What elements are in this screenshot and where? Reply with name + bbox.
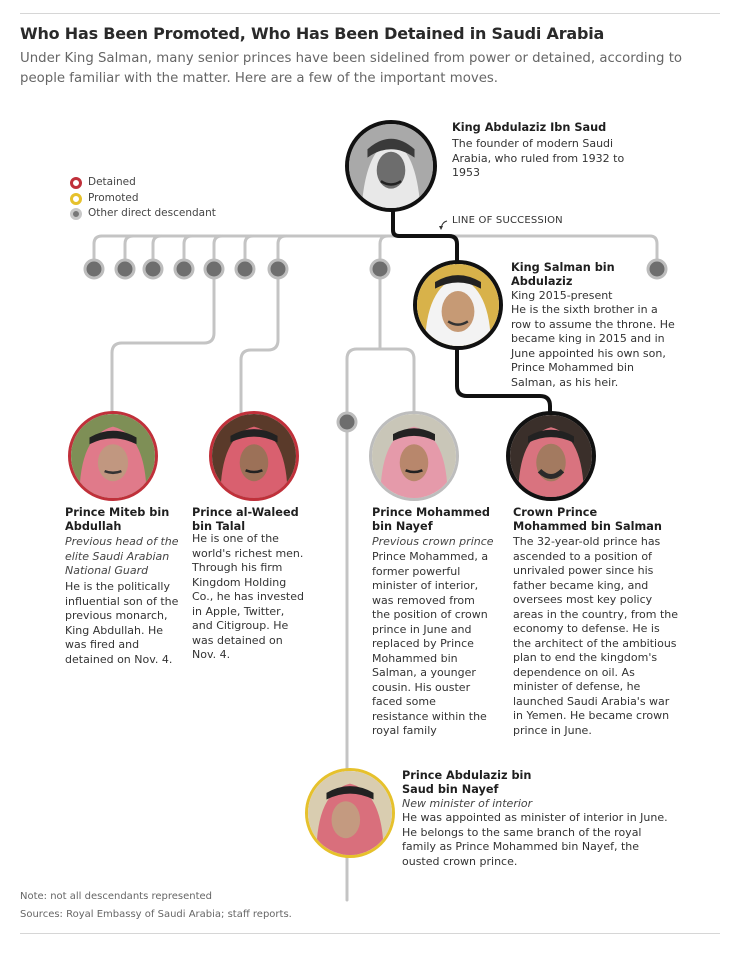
abdulaziz-saud-role: New minister of interior [402,797,533,810]
bottom-divider [20,933,720,934]
detained-ring-icon [70,177,82,189]
descendant-dot [269,260,287,278]
salman-desc: He is the sixth brother in a row to assume the throne. He became king in 2015 and in June appointed his own son, Prince Mohammed bin Salman, as his heir. [511,303,675,389]
abdulaziz-name: King Abdulaziz Ibn Saud [452,121,607,134]
portrait-icon-nayef [369,411,459,501]
abdulaziz-desc: The founder of modern Saudi Arabia, who ruled from 1932 to 1953 [452,137,625,179]
mbs-name: Crown Prince Mohammed bin Salman [513,506,662,533]
page-title: Who Has Been Promoted, Who Has Been Detained in Saudi Arabia [20,24,605,43]
legend-descendant: Other direct descendant [88,206,216,222]
miteb-role: Previous head of the elite Saudi Arabian National Guard [65,535,179,577]
abdulaziz-saud-name: Prince Abdulaziz bin Saud bin Nayef [402,769,532,796]
descendant-dot [236,260,254,278]
footer-sources: Sources: Royal Embassy of Saudi Arabia; staff reports. [20,909,292,920]
branch-miteb [112,268,214,412]
line-of-succession-label: LINE OF SUCCESSION [452,215,563,226]
salman-role: King 2015-present [511,289,613,302]
nayef-name: Prince Mohammed bin Nayef [372,506,491,533]
miteb-desc: He is the politically influential son of the previous monarch, King Abdullah. He was fired and detained on Nov. 4. [65,580,179,666]
descendant-dot [144,260,162,278]
legend-detained: Detained [88,175,136,191]
descendant-dot [175,260,193,278]
portrait-icon-mbs [506,411,596,501]
portrait-icon-abdulaziz-saud [305,768,395,858]
nayef-role: Previous crown prince [372,535,494,548]
descendant-dot [338,413,356,431]
alwaleed-desc: He is one of the world's richest men. Through his firm Kingdom Holding Co., he has invested in Apple, Twitter, and Citigroup. He was detained on Nov. 4. [192,532,304,661]
mbs-desc: The 32-year-old prince has ascended to a position of unrivaled power since his father became king, and oversees most key policy areas in the country, from the economy to defense. He is the architect of the ambitious plan to end the kingdom's dependence on oil. As minister of defense, he launched Saudi Arabia's war in Yemen. He became crown prince in June. [513,535,679,737]
descendant-dot [85,260,103,278]
abdulaziz-saud-desc: He was appointed as minister of interior in June. He belongs to the same branch of the royal family as Prince Mohammed bin Nayef, the ousted crown prince. [402,811,668,868]
page-subtitle: Under King Salman, many senior princes have been sidelined from power or detained, according to people familiar with the matter. Here are a few of the important moves. [20,51,683,86]
footer-note: Note: not all descendants represented [20,891,213,902]
descendant-dot-icon [70,208,82,220]
portrait-icon-abdulaziz [345,120,437,212]
salman-name: King Salman bin Abdulaziz [511,261,615,288]
descendant-dot [648,260,666,278]
branch-alwaleed [241,268,278,412]
portrait-icon-alwaleed [209,411,299,501]
alwaleed-name: Prince al-Waleed bin Talal [192,506,299,533]
descendant-dot [116,260,134,278]
nayef-desc: Prince Mohammed, a former powerful minister of interior, was removed from the position of crown prince in June and replaced by Prince Mohammed bin Salman, a younger cousin. His ouster faced some resistance within the royal family [372,550,489,737]
legend-promoted: Promoted [88,191,139,207]
promoted-ring-icon [70,193,82,205]
miteb-name: Prince Miteb bin Abdullah [65,506,170,533]
portrait-icon-salman [413,260,503,350]
descendant-dot [371,260,389,278]
descendant-dot [205,260,223,278]
portrait-icon-miteb [68,411,158,501]
